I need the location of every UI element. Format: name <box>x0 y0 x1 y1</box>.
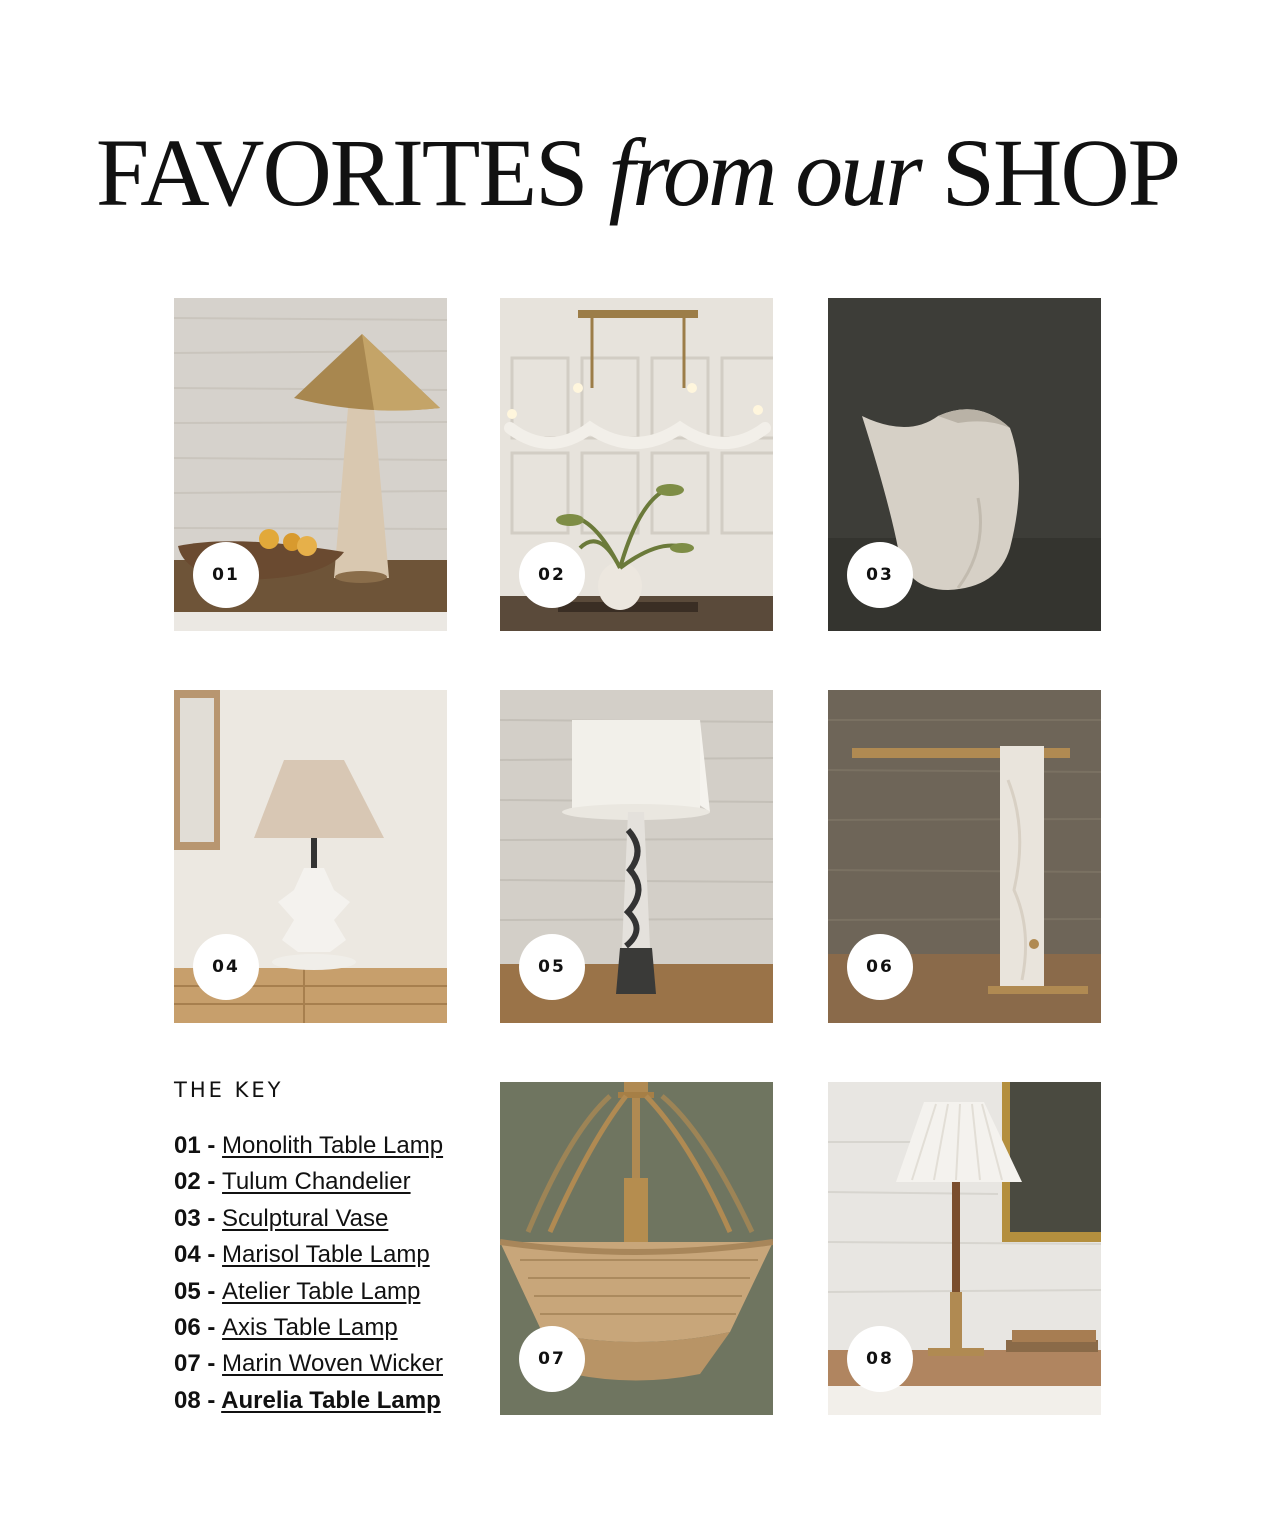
key-item-07 <box>174 1346 443 1382</box>
key-number: 06 <box>174 1313 201 1341</box>
product-image-01[interactable] <box>174 298 447 631</box>
product-image-06[interactable] <box>828 690 1101 1023</box>
key-number: 04 <box>174 1241 201 1269</box>
product-image-03[interactable] <box>828 298 1101 631</box>
key-item-08 <box>174 1383 443 1419</box>
product-number-badge: 01 <box>193 542 259 608</box>
key-separator: - <box>207 1277 216 1305</box>
key-item-01 <box>174 1128 443 1164</box>
product-number-badge: 02 <box>519 542 585 608</box>
product-key-list <box>174 1128 443 1419</box>
link-monolith-table-lamp[interactable]: Monolith Table Lamp <box>222 1132 444 1159</box>
key-separator: - <box>207 1350 216 1378</box>
key-number: 02 <box>174 1168 201 1196</box>
key-item-04 <box>174 1237 443 1273</box>
link-marin-woven-wicker[interactable]: Marin Woven Wicker <box>222 1350 443 1378</box>
product-image-08[interactable] <box>828 1082 1101 1415</box>
link-atelier-table-lamp[interactable]: Atelier Table Lamp <box>222 1277 421 1305</box>
product-number-badge: 07 <box>519 1326 585 1392</box>
key-item-02 <box>174 1164 443 1200</box>
key-item-05 <box>174 1274 443 1310</box>
link-axis-table-lamp[interactable]: Axis Table Lamp <box>222 1313 398 1341</box>
product-image-02[interactable] <box>500 298 773 631</box>
key-number: 01 <box>174 1132 201 1159</box>
key-separator: - <box>207 1313 216 1341</box>
product-number-badge: 05 <box>519 934 585 1000</box>
key-item-06 <box>174 1310 443 1346</box>
key-item-03 <box>174 1201 443 1237</box>
link-aurelia-table-lamp[interactable]: Aurelia Table Lamp <box>221 1386 441 1414</box>
product-image-04[interactable] <box>174 690 447 1023</box>
product-image-05[interactable] <box>500 690 773 1023</box>
link-marisol-table-lamp[interactable]: Marisol Table Lamp <box>222 1241 430 1269</box>
product-number-badge: 03 <box>847 542 913 608</box>
title-from-our: from our <box>608 119 920 226</box>
key-separator: - <box>207 1132 216 1159</box>
key-separator: - <box>207 1386 216 1414</box>
product-number-badge: 08 <box>847 1326 913 1392</box>
title-shop: SHOP <box>941 119 1180 226</box>
link-tulum-chandelier[interactable]: Tulum Chandelier <box>222 1168 411 1196</box>
key-number: 05 <box>174 1277 201 1305</box>
product-number-badge: 04 <box>193 934 259 1000</box>
key-number: 07 <box>174 1350 201 1378</box>
key-separator: - <box>207 1204 216 1232</box>
title-favorites: FAVORITES <box>95 119 587 226</box>
key-heading: THE KEY <box>174 1078 284 1102</box>
product-image-07[interactable] <box>500 1082 773 1415</box>
key-separator: - <box>207 1168 216 1196</box>
page-title <box>0 118 1275 228</box>
key-number: 03 <box>174 1204 201 1232</box>
key-separator: - <box>207 1241 216 1269</box>
product-number-badge: 06 <box>847 934 913 1000</box>
link-sculptural-vase[interactable]: Sculptural Vase <box>222 1204 389 1232</box>
key-number: 08 <box>174 1386 201 1414</box>
